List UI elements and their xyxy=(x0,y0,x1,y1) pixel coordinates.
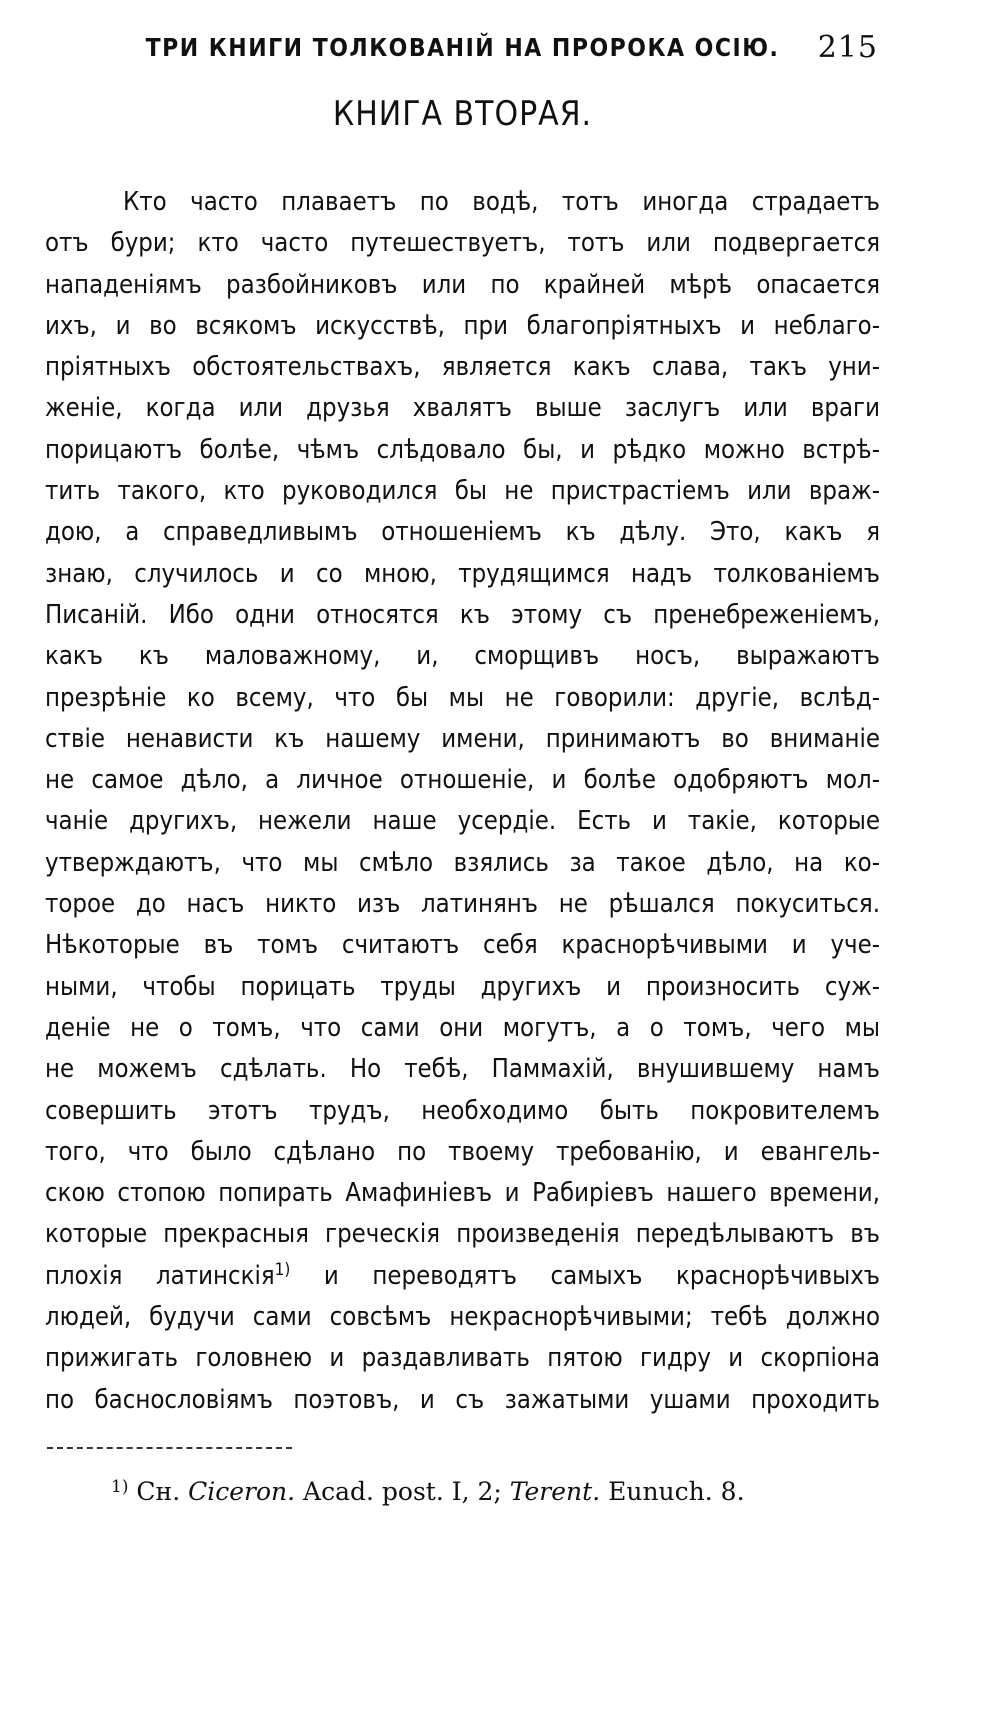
footnote-reference[interactable]: 1) xyxy=(274,1259,291,1280)
footnote-author: Terent. xyxy=(509,1476,601,1506)
text-line: по баснословіямъ поэтовъ, и съ зажатыми ушами проходить xyxy=(45,1384,880,1415)
text-line-with-footnote-ref xyxy=(45,1256,880,1297)
text-segment: и переводятъ самыхъ краснорѣчивыхъ xyxy=(323,1260,880,1291)
text-line: порицаютъ болѣе, чѣмъ слѣдовало бы, и рѣдко можно встрѣ- xyxy=(45,434,880,465)
section-title: КНИГА ВТОРАЯ. xyxy=(332,95,593,135)
text-line: Нѣкоторые въ томъ считаютъ себя краснорѣчивыми и уче- xyxy=(45,930,880,961)
footnote-mark: 1) xyxy=(111,1476,129,1497)
text-line: Писаній. Ибо одни относятся къ этому съ пренебреженіемъ, xyxy=(45,599,880,630)
text-line: ствіе ненависти къ нашему имени, принимаютъ во вниманіе xyxy=(45,723,880,754)
text-line: утверждаютъ, что мы смѣло взялись за такое дѣло, на ко- xyxy=(45,847,880,878)
text-line: женіе, когда или друзья хвалятъ выше заслугъ или враги xyxy=(45,393,880,424)
text-line: прижигать головнею и раздавливать пятою гидру и скорпіона xyxy=(45,1343,880,1374)
text-line: торое до насъ никто изъ латинянъ не рѣшался покуситься. xyxy=(45,889,880,920)
text-line: людей, будучи сами совсѣмъ некраснорѣчивыми; тебѣ должно xyxy=(45,1302,880,1333)
text-segment: плохія латинскія xyxy=(45,1260,275,1291)
text-line: тить такого, кто руководился бы не пристрастіемъ или враж- xyxy=(45,476,880,507)
text-line: отъ бури; кто часто путешествуетъ, тотъ или подвергается xyxy=(45,228,880,259)
text-line: какъ къ маловажному, и, сморщивъ носъ, выражаютъ xyxy=(45,641,880,672)
text-line: нападеніямъ разбойниковъ или по крайней мѣрѣ опасается xyxy=(45,269,880,300)
footnote xyxy=(45,1475,880,1509)
text-line: деніе не о томъ, что сами они могутъ, а о томъ, чего мы xyxy=(45,1012,880,1043)
page-number: 215 xyxy=(817,30,878,65)
body-text xyxy=(45,182,880,1421)
running-title: ТРИ КНИГИ ТОЛКОВАНІЙ НА ПРОРОКА ОСІЮ. xyxy=(145,34,780,63)
text-line: не самое дѣло, а личное отношеніе, и болѣе одобряютъ мол- xyxy=(45,765,880,796)
running-head xyxy=(45,30,880,80)
text-line: Кто часто плаваетъ по водѣ, тотъ иногда страдаетъ xyxy=(123,187,880,217)
footnote-separator xyxy=(47,1447,292,1449)
text-line: скою стопою попирать Амафиніевъ и Рабиріевъ нашего времени, xyxy=(45,1178,880,1209)
text-line: знаю, случилось и со мною, трудящимся надъ толкованіемъ xyxy=(45,558,880,589)
text-line: ихъ, и во всякомъ искусствѣ, при благопріятныхъ и неблаго- xyxy=(45,310,880,341)
text-line: чаніе другихъ, нежели наше усердіе. Есть и такіе, которые xyxy=(45,806,880,837)
footnote-prefix: Сн. xyxy=(136,1476,181,1506)
text-line: ными, чтобы порицать труды другихъ и произносить суж- xyxy=(45,971,880,1002)
text-line: не можемъ сдѣлать. Но тебѣ, Паммахій, внушившему намъ xyxy=(45,1054,880,1085)
footnote-work: Eunuch. 8. xyxy=(608,1476,745,1506)
text-line: пріятныхъ обстоятельствахъ, является какъ слава, такъ уни- xyxy=(45,352,880,383)
footnote-author: Ciceron. xyxy=(188,1476,296,1506)
text-line: дою, а справедливымъ отношеніемъ къ дѣлу. Это, какъ я xyxy=(45,517,880,548)
footnote-work: Acad. post. I, 2; xyxy=(303,1476,502,1506)
document-page xyxy=(45,30,880,1680)
text-line: которые прекрасныя греческія произведенія передѣлываютъ въ xyxy=(45,1219,880,1250)
text-line: презрѣніе ко всему, что бы мы не говорили: другіе, вслѣд- xyxy=(45,682,880,713)
text-line: совершить этотъ трудъ, необходимо быть покровителемъ xyxy=(45,1095,880,1126)
text-line: того, что было сдѣлано по твоему требованію, и евангель- xyxy=(45,1136,880,1167)
